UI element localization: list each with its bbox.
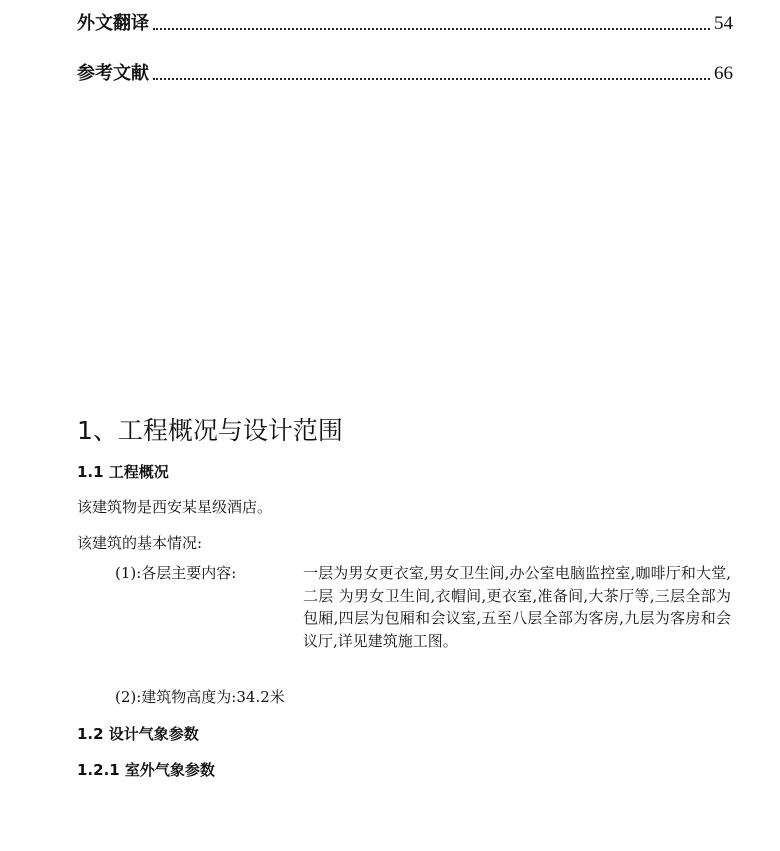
floor-contents-label: (1):各层主要内容: xyxy=(115,564,237,582)
intro-paragraph: 该建筑物是西安某星级酒店。 xyxy=(77,498,273,516)
floor-contents-text: 一层为男女更衣室,男女卫生间,办公室电脑监控室,咖啡厅和大堂,二层 为男女卫生间,衣帽间,更衣室,准备间,大茶厅等,三层全部为包厢,四层为包厢和会议室,五至八层全部为客房,九层为客房和会议厅,详见建筑施工图。 xyxy=(303,564,731,650)
toc-dot-leader xyxy=(153,77,710,80)
toc-entry-page: 54 xyxy=(714,13,733,34)
floor-contents-item xyxy=(115,562,731,652)
building-height-item xyxy=(115,686,285,708)
section-heading-1-1: 1.1 工程概况 xyxy=(77,463,169,481)
toc-entry[interactable] xyxy=(77,12,733,36)
section-heading-1-2: 1.2 设计气象参数 xyxy=(77,725,199,743)
toc-dot-leader xyxy=(153,27,710,30)
toc-entry-title: 外文翻译 xyxy=(77,13,149,34)
toc-entry[interactable] xyxy=(77,62,733,86)
building-height-text: (2):建筑物高度为:34.2米 xyxy=(115,688,285,706)
toc-entry-page: 66 xyxy=(714,63,733,84)
subsection-heading-1-2-1: 1.2.1 室外气象参数 xyxy=(77,761,215,779)
basic-info-paragraph: 该建筑的基本情况: xyxy=(77,534,203,552)
toc-entry-title: 参考文献 xyxy=(77,63,149,84)
chapter-title: 1、工程概况与设计范围 xyxy=(77,416,343,445)
